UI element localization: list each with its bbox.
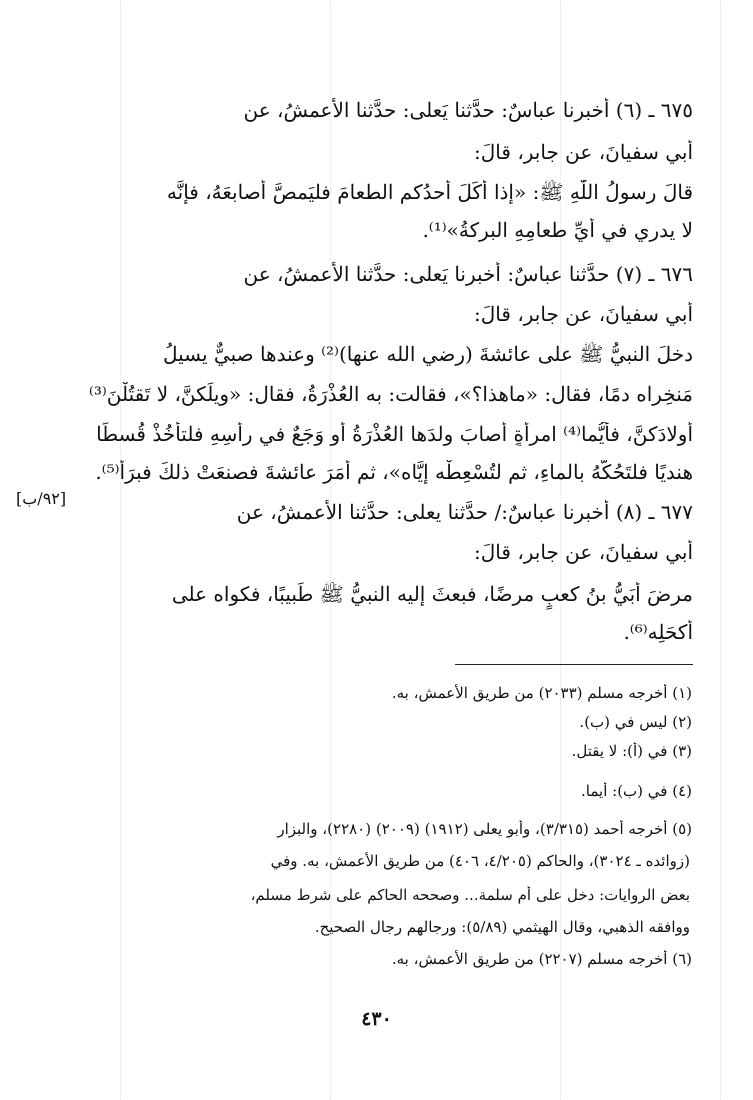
footnote-1: (١) أخرجه مسلم (٢٠٣٣) من طريق الأعمش، به.	[391, 684, 692, 702]
hadith-676-text: أولادَكنَّ، فأيُّما⁽⁴⁾ امرأةٍ أصابَ ولدَها العُذْرَةُ أو وَجَعٌ في رأسِهِ فلتأخُذْ قُسطًا	[96, 422, 693, 446]
footnote-5-cont: (زوائده ـ ٣٠٢٤)، والحاكم (٤/٢٠٥، ٤٠٦) من طريق الأعمش، به. وفي	[270, 852, 690, 870]
hadith-676-heading: ٦٧٦ ـ (٧) حدَّثنا عباسٌ: أخبرنا يَعلى: حدَّثنا الأعمشُ، عن	[243, 262, 693, 286]
hadith-676-text-end: هنديًا فلتَحُكَّهُ بالماءِ، ثم لتُسْعِطْه إيَّاه»، ثم أمَرَ عائشةَ فصنعَتْ ذلكَ فبرَأ⁽⁵⁾.	[95, 460, 693, 484]
hadith-675-text-end: لا يدري في أيِّ طعامِهِ البركةُ»⁽¹⁾.	[422, 218, 693, 242]
hadith-676-text: دخلَ النبيُّ ﷺ على عائشةَ (رضي الله عنها)⁽²⁾ وعندها صبيٌّ يسيلُ	[162, 342, 693, 366]
footnote-separator	[455, 664, 693, 665]
footnote-3: (٣) في (أ): لا يقتل.	[571, 742, 692, 760]
footnote-2: (٢) ليس في (ب).	[579, 713, 692, 731]
hadith-677-heading: ٦٧٧ ـ (٨) أخبرنا عباسٌ:/ حدَّثنا يعلى: حدَّثنا الأعمشُ، عن	[236, 500, 693, 524]
hadith-676-text: مَنخِراه دمًا، فقال: «ماهذا؟»، فقالت: به العُذْرَةُ، فقال: «ويلَكنَّ، لا تَقتُلْنَ⁽³⁾	[88, 382, 693, 406]
footnote-6: (٦) أخرجه مسلم (٢٢٠٧) من طريق الأعمش، به.	[391, 950, 692, 968]
hadith-677-text: مرضَ أُبَيُّ بنُ كعبٍ مرضًا، فبعثَ إليه النبيُّ ﷺ طَبيبًا، فكواه على	[171, 582, 693, 606]
hadith-677-text-end: أكحَلِه⁽⁶⁾.	[623, 620, 693, 644]
footnote-5-cont: بعض الروايات: دخل على أم سلمة... وصححه الحاكم على شرط مسلم،	[250, 886, 690, 904]
main-text	[75, 0, 693, 660]
footnote-4: (٤) في (ب): أيما.	[581, 782, 692, 800]
footnote-5: (٥) أخرجه أحمد (٣/٣١٥)، وأبو يعلى (١٩١٢) (٢٠٠٩) (٢٢٨٠)، والبزار	[277, 820, 692, 838]
hadith-677-chain: أبي سفيانَ، عن جابرٍ، قالَ:	[474, 540, 693, 564]
hadith-675-heading: ٦٧٥ ـ (٦) أخبرنا عباسٌ: حدَّثنا يَعلى: حدَّثنا الأعمشُ، عن	[243, 98, 693, 122]
page-number: ٤٣٠	[361, 1008, 392, 1030]
footnote-5-cont: ووافقه الذهبي، وقال الهيثمي (٥/٨٩): ورجالهم رجال الصحيح.	[314, 918, 690, 936]
hadith-675-chain: أبي سفيانَ، عن جابرٍ، قالَ:	[474, 140, 693, 164]
hadith-676-chain: أبي سفيانَ، عن جابرٍ، قالَ:	[474, 302, 693, 326]
scan-guide-line	[720, 0, 721, 1100]
margin-folio-note: [٩٢/ب]	[16, 489, 67, 508]
hadith-675-text: قالَ رسولُ اللّٰهِ ﷺ: «إذا أكَلَ أحدُكم الطعامَ فليَمصَّ أصابعَهُ، فإنَّه	[166, 180, 693, 204]
